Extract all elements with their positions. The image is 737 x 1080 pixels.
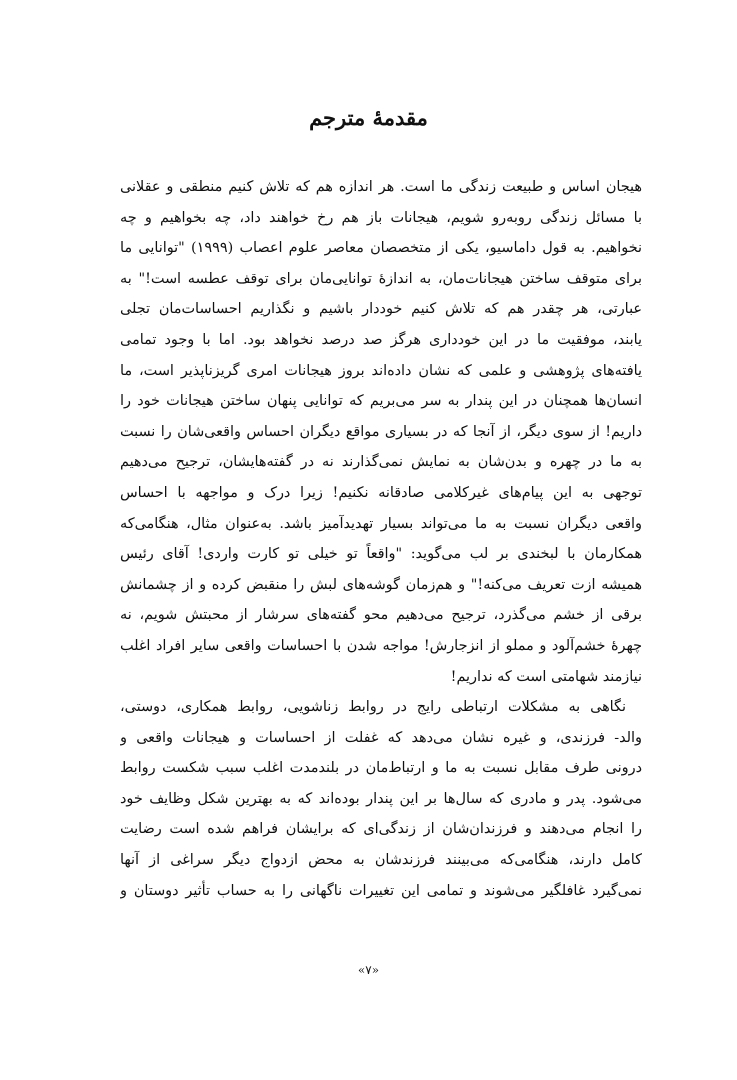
text-line: درونی طرف مقابل نسبت به ما و ارتباط‌مان در بلندمدت اغلب سبب شکست روابط — [120, 760, 642, 777]
page-number: «۷» — [357, 963, 380, 977]
text-line: چهرهٔ خشم‌آلود و مملو از انزجارش! مواجه شدن با احساسات واقعی سایر افراد اغلب — [120, 637, 642, 654]
paragraph-2 — [120, 692, 642, 906]
text-line: داریم! از سوی دیگر، از آنجا که در بسیاری مواقع دیگران احساس واقعی‌شان را نسبت — [120, 423, 642, 440]
text-line: همیشه ازت تعریف می‌کنه!" و هم‌زمان گوشه‌های لبش را منقبض کرده و از چشمانش — [120, 576, 642, 593]
text-line: توجهی به این پیام‌های غیرکلامی صادقانه نکنیم! زیرا درک و مواجهه با احساس — [120, 484, 642, 501]
paragraph-1 — [120, 172, 642, 692]
text-line: به ما در چهره و بدن‌شان به نمایش نمی‌گذارند نه در گفته‌هایشان، ترجیح می‌دهیم — [120, 454, 642, 471]
page-title: مقدمهٔ مترجم — [309, 105, 428, 130]
text-line: با مسائل زندگی روبه‌رو شویم، هیجانات باز هم رخ خواهند داد، چه بخواهیم و چه — [120, 209, 642, 226]
text-line: برای متوقف ساختن هیجانات‌مان، به اندازهٔ توانایی‌مان برای توقف عطسه است!" به — [120, 270, 642, 287]
text-line: را انجام می‌دهند و فرزندان‌شان از زندگی‌ای که برایشان فراهم شده است رضایت — [120, 821, 642, 838]
text-line: نیازمند شهامتی است که نداریم! — [450, 668, 642, 685]
text-line: یافته‌های پژوهشی و علمی که نشان داده‌اند بروز هیجانات امری گریزناپذیر است، ما — [120, 362, 642, 379]
text-line: یابند، موفقیت ما در این خودداری هرگز صد درصد نخواهد بود. اما با وجود تمامی — [120, 331, 642, 348]
text-line: واقعی دیگران نسبت به ما می‌تواند بسیار تهدیدآمیز باشد. به‌عنوان مثال، هنگامی‌که — [120, 515, 642, 532]
text-line: نمی‌گیرد غافلگیر می‌شوند و تمامی این تغییرات ناگهانی را به حساب تأثیر دوستان و — [120, 882, 642, 899]
text-line: هیجان اساس و طبیعت زندگی ما است. هر اندازه هم که تلاش کنیم منطقی و عقلانی — [120, 179, 642, 195]
text-line: برقی از خشم می‌گذرد، ترجیح می‌دهیم محو گفته‌های سرشار از محبتش شویم، نه — [120, 607, 642, 624]
text-line: والد- فرزندی، و غیره نشان می‌دهد که غفلت از احساسات و هیجانات واقعی و — [120, 729, 642, 746]
text-line: نگاهی به مشکلات ارتباطی رایج در روابط زناشویی، روابط همکاری، دوستی، — [120, 699, 626, 716]
body-text — [120, 172, 642, 906]
text-line: انسان‌ها همچنان در این پندار به سر می‌بریم که توانایی پنهان ساختن هیجانات خود را — [120, 393, 642, 410]
text-line: همکارمان با لبخندی بر لب می‌گوید: "واقعاً تو خیلی تو کارت واردی! آقای رئیس — [120, 546, 642, 563]
text-line: نخواهیم. به قول داماسیو، یکی از متخصصان معاصر علوم اعصاب (۱۹۹۹) "توانایی ما — [120, 240, 642, 257]
text-line: کامل دارند، هنگامی‌که می‌بینند فرزندشان به محض ازدواج دیگر سراغی از آنها — [120, 852, 642, 869]
text-line: عبارتی، هر چقدر هم که تلاش کنیم خوددار باشیم و نگذاریم احساسات‌مان تجلی — [120, 301, 642, 318]
text-line: می‌شود. پدر و مادری که سال‌ها بر این پندار بوده‌اند که به بهترین شکل وظایف خود — [120, 790, 642, 807]
